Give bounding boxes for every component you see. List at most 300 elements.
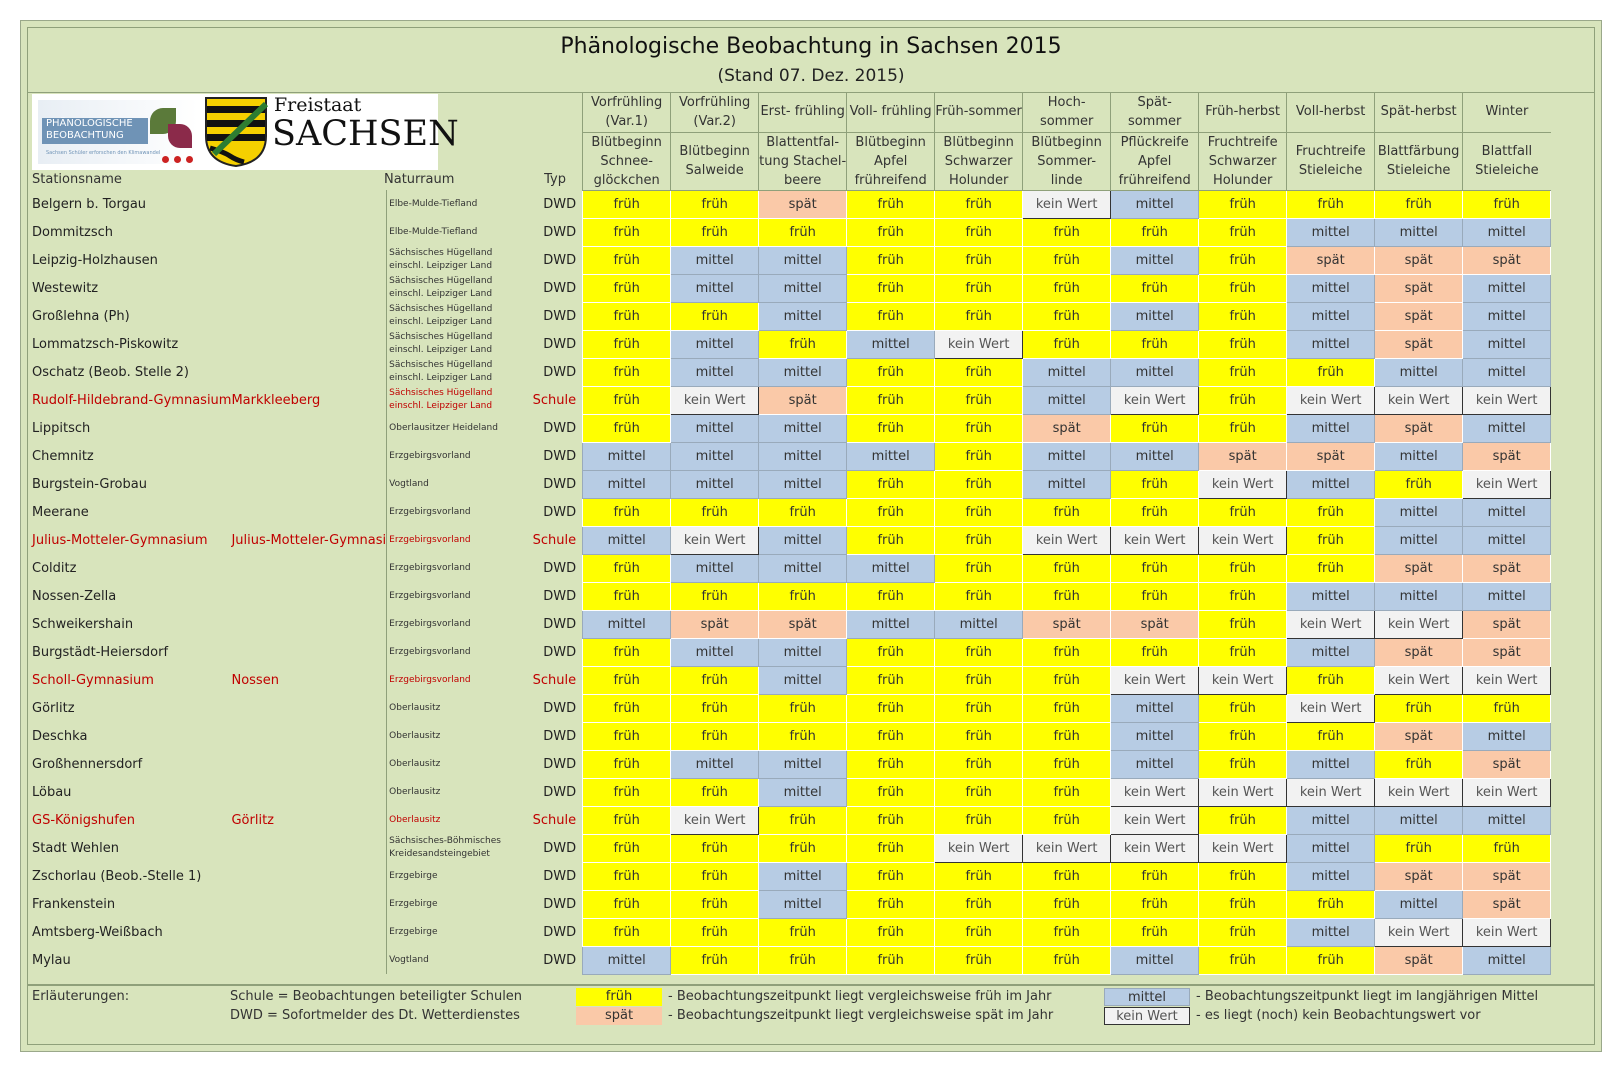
naturraum: Sächsisches Hügelland einschl. Leipziger Land xyxy=(387,302,519,330)
observation-cell: früh xyxy=(935,806,1023,834)
observation-cell: früh xyxy=(1023,498,1111,526)
naturraum: Elbe-Mulde-Tiefland xyxy=(387,190,519,218)
observation-cell: mittel xyxy=(847,442,935,470)
school-location xyxy=(231,694,386,722)
table-row xyxy=(28,274,1551,302)
school-location xyxy=(231,190,386,218)
observation-cell: früh xyxy=(583,890,671,918)
observation-cell: früh xyxy=(935,722,1023,750)
observation-cell: früh xyxy=(1023,638,1111,666)
observation-cell: früh xyxy=(1199,694,1287,722)
observation-cell: kein Wert xyxy=(1375,386,1463,414)
observation-cell: mittel xyxy=(1375,582,1463,610)
observation-cell: früh xyxy=(671,722,759,750)
observation-cell: spät xyxy=(1375,722,1463,750)
legend-schule: Schule = Beobachtungen beteiligter Schulen xyxy=(230,989,523,1004)
station-type: DWD xyxy=(543,728,577,744)
observation-cell: früh xyxy=(1199,330,1287,358)
observation-cell: spät xyxy=(1287,442,1375,470)
observation-cell: mittel xyxy=(1111,946,1199,974)
observation-cell: mittel xyxy=(759,414,847,442)
observation-cell: früh xyxy=(935,274,1023,302)
observation-cell: spät xyxy=(1111,610,1199,638)
observation-cell: früh xyxy=(583,638,671,666)
observation-cell: früh xyxy=(1287,358,1375,386)
observation-cell: früh xyxy=(935,218,1023,246)
observation-cell: früh xyxy=(671,694,759,722)
observation-cell: mittel xyxy=(1463,498,1551,526)
station-type: DWD xyxy=(543,700,577,716)
observation-cell: spät xyxy=(1287,246,1375,274)
observation-cell: mittel xyxy=(1463,218,1551,246)
observation-cell: früh xyxy=(935,946,1023,974)
observation-cell: früh xyxy=(1111,918,1199,946)
observation-cell: früh xyxy=(583,414,671,442)
page-frame xyxy=(20,20,1602,1052)
phase-header: Blütbeginn Apfel frühreifend xyxy=(847,132,935,190)
col-header-naturraum: Naturraum xyxy=(384,172,455,187)
observation-cell: früh xyxy=(935,918,1023,946)
observation-cell: früh xyxy=(935,246,1023,274)
table-row xyxy=(28,918,1551,946)
observation-cell: mittel xyxy=(1111,246,1199,274)
observation-cell: früh xyxy=(935,778,1023,806)
station-name: Görlitz xyxy=(32,700,75,716)
observation-cell: mittel xyxy=(1111,302,1199,330)
observation-cell: mittel xyxy=(759,890,847,918)
phase-header: Blütbeginn Sommer-linde xyxy=(1023,132,1111,190)
observation-cell: früh xyxy=(1199,582,1287,610)
logo-text-line2: BEOBACHTUNG xyxy=(46,130,124,141)
observation-cell: früh xyxy=(1023,722,1111,750)
observation-cell: früh xyxy=(583,834,671,862)
season-header: Früh-sommer xyxy=(935,92,1023,132)
observation-cell: kein Wert xyxy=(1287,610,1375,638)
observation-cell: mittel xyxy=(759,470,847,498)
saxony-coat-of-arms-icon xyxy=(204,96,268,168)
observation-cell: spät xyxy=(1463,246,1551,274)
observation-cell: mittel xyxy=(1111,722,1199,750)
observation-cell: früh xyxy=(935,554,1023,582)
legend-swatch-spaet: spät xyxy=(576,1007,662,1025)
observation-cell: spät xyxy=(1463,610,1551,638)
station-type: Schule xyxy=(532,672,577,688)
station-name: Chemnitz xyxy=(32,448,94,464)
legend-kw-desc: - es liegt (noch) kein Beobachtungswert vor xyxy=(1196,1008,1481,1023)
observation-cell: mittel xyxy=(1287,918,1375,946)
observation-cell: früh xyxy=(1111,498,1199,526)
observation-cell: mittel xyxy=(1463,330,1551,358)
observation-cell: kein Wert xyxy=(935,330,1023,358)
school-location xyxy=(231,274,386,302)
observation-cell: mittel xyxy=(759,554,847,582)
header-left xyxy=(28,92,583,190)
observation-cell: früh xyxy=(847,498,935,526)
observation-cell: mittel xyxy=(1463,414,1551,442)
observation-cell: früh xyxy=(847,582,935,610)
observation-cell: mittel xyxy=(671,442,759,470)
observation-cell: früh xyxy=(1199,946,1287,974)
observation-cell: mittel xyxy=(1375,442,1463,470)
station-type: DWD xyxy=(543,588,577,604)
observation-cell: mittel xyxy=(1111,358,1199,386)
station-type: DWD xyxy=(543,280,577,296)
station-name: Oschatz (Beob. Stelle 2) xyxy=(32,364,189,380)
naturraum: Oberlausitz xyxy=(387,722,519,750)
observation-cell: früh xyxy=(1023,302,1111,330)
observation-cell: kein Wert xyxy=(1023,190,1111,218)
station-type: DWD xyxy=(543,924,577,940)
observation-cell: mittel xyxy=(1375,498,1463,526)
station-type: DWD xyxy=(543,308,577,324)
observation-cell: mittel xyxy=(1287,218,1375,246)
observation-cell: früh xyxy=(759,834,847,862)
col-header-typ: Typ xyxy=(544,172,566,187)
observation-cell: mittel xyxy=(847,610,935,638)
season-header: Voll-herbst xyxy=(1287,92,1375,132)
table-row xyxy=(28,218,1551,246)
table-row xyxy=(28,778,1551,806)
berries-icon xyxy=(162,148,193,167)
naturraum: Sächsisches Hügelland einschl. Leipziger Land xyxy=(387,246,519,274)
legend-dwd: DWD = Sofortmelder des Dt. Wetterdienstes xyxy=(230,1008,520,1023)
naturraum: Oberlausitz xyxy=(387,694,519,722)
table-row xyxy=(28,358,1551,386)
station-name: Lippitsch xyxy=(32,420,91,436)
station-type: DWD xyxy=(543,476,577,492)
observation-cell: kein Wert xyxy=(1111,666,1199,694)
observation-cell: spät xyxy=(1463,638,1551,666)
station-name: GS-Königshufen xyxy=(32,812,136,828)
phase-header: Blattfall Stieleiche xyxy=(1463,132,1551,190)
observation-cell: kein Wert xyxy=(1375,778,1463,806)
table-row xyxy=(28,834,1551,862)
observation-cell: früh xyxy=(759,582,847,610)
observation-cell: mittel xyxy=(671,414,759,442)
observation-cell: früh xyxy=(935,526,1023,554)
phase-header: Blütbeginn Schnee-glöckchen xyxy=(583,132,671,190)
observation-cell: kein Wert xyxy=(1199,526,1287,554)
station-type: DWD xyxy=(543,868,577,884)
observation-cell: früh xyxy=(847,526,935,554)
school-location xyxy=(231,414,386,442)
observation-cell: früh xyxy=(583,274,671,302)
observation-cell: früh xyxy=(1287,190,1375,218)
observation-cell: kein Wert xyxy=(671,386,759,414)
observation-cell: früh xyxy=(583,218,671,246)
observation-cell: früh xyxy=(1199,218,1287,246)
observation-cell: früh xyxy=(583,554,671,582)
observation-cell: früh xyxy=(1463,834,1551,862)
naturraum: Erzgebirge xyxy=(387,918,519,946)
observation-cell: früh xyxy=(847,218,935,246)
observation-cell: früh xyxy=(847,358,935,386)
observation-cell: früh xyxy=(1023,946,1111,974)
naturraum: Erzgebirgsvorland xyxy=(387,666,519,694)
table-row xyxy=(28,386,1551,414)
naturraum: Oberlausitz xyxy=(387,750,519,778)
table-row xyxy=(28,526,1551,554)
naturraum: Oberlausitz xyxy=(387,806,519,834)
observation-cell: früh xyxy=(1023,246,1111,274)
observation-cell: früh xyxy=(583,666,671,694)
observation-cell: früh xyxy=(1023,862,1111,890)
observation-cell: kein Wert xyxy=(1023,526,1111,554)
observation-cell: früh xyxy=(1111,414,1199,442)
school-location xyxy=(231,750,386,778)
school-location xyxy=(231,302,386,330)
table-row xyxy=(28,750,1551,778)
season-header: Winter xyxy=(1463,92,1551,132)
naturraum: Erzgebirgsvorland xyxy=(387,498,519,526)
observation-cell: früh xyxy=(1463,694,1551,722)
observation-cell: früh xyxy=(847,246,935,274)
observation-cell: kein Wert xyxy=(935,834,1023,862)
station-type: DWD xyxy=(543,952,577,968)
naturraum: Sächsisches Hügelland einschl. Leipziger Land xyxy=(387,386,519,414)
observation-cell: früh xyxy=(1199,806,1287,834)
observation-cell: früh xyxy=(583,918,671,946)
observation-cell: kein Wert xyxy=(1023,834,1111,862)
observation-cell: früh xyxy=(759,330,847,358)
station-type: DWD xyxy=(543,196,577,212)
observation-cell: früh xyxy=(671,890,759,918)
observation-cell: früh xyxy=(583,750,671,778)
naturraum: Erzgebirgsvorland xyxy=(387,610,519,638)
observation-cell: mittel xyxy=(1287,638,1375,666)
observation-cell: spät xyxy=(1375,302,1463,330)
observation-cell: spät xyxy=(1375,638,1463,666)
phase-header: Blütbeginn Schwarzer Holunder xyxy=(935,132,1023,190)
legend-swatch-kw: kein Wert xyxy=(1104,1007,1190,1025)
observation-cell: früh xyxy=(935,638,1023,666)
table-row xyxy=(28,246,1551,274)
observation-cell: mittel xyxy=(1287,414,1375,442)
observation-cell: früh xyxy=(847,946,935,974)
observation-cell: kein Wert xyxy=(1111,526,1199,554)
observation-cell: mittel xyxy=(759,246,847,274)
observation-cell: spät xyxy=(1463,862,1551,890)
observation-cell: mittel xyxy=(1287,806,1375,834)
observation-cell: mittel xyxy=(1463,806,1551,834)
observation-cell: früh xyxy=(935,470,1023,498)
observation-cell: mittel xyxy=(671,750,759,778)
observation-cell: früh xyxy=(1375,750,1463,778)
school-location xyxy=(231,554,386,582)
observation-cell: früh xyxy=(847,274,935,302)
observation-cell: früh xyxy=(847,750,935,778)
observation-cell: früh xyxy=(1111,890,1199,918)
observation-cell: mittel xyxy=(1375,358,1463,386)
observation-cell: mittel xyxy=(1463,722,1551,750)
observation-cell: kein Wert xyxy=(1287,778,1375,806)
observation-cell: früh xyxy=(759,946,847,974)
observation-cell: früh xyxy=(1199,610,1287,638)
observation-cell: früh xyxy=(1375,190,1463,218)
season-header: Vorfrühling (Var.1) xyxy=(583,92,671,132)
school-location xyxy=(231,358,386,386)
observation-cell: mittel xyxy=(583,526,671,554)
station-name: Großhennersdorf xyxy=(32,756,143,772)
observation-cell: spät xyxy=(671,610,759,638)
school-location xyxy=(231,218,386,246)
observation-cell: früh xyxy=(1199,498,1287,526)
observation-cell: früh xyxy=(671,302,759,330)
season-header: Spät- sommer xyxy=(1111,92,1199,132)
observation-cell: früh xyxy=(1199,246,1287,274)
observation-cell: kein Wert xyxy=(1463,918,1551,946)
observation-cell: kein Wert xyxy=(1287,694,1375,722)
observation-cell: früh xyxy=(847,666,935,694)
school-location xyxy=(231,470,386,498)
observation-cell: früh xyxy=(847,190,935,218)
observation-cell: spät xyxy=(1375,330,1463,358)
observation-cell: früh xyxy=(671,498,759,526)
station-name: Julius-Motteler-Gymnasium xyxy=(32,532,208,548)
observation-cell: früh xyxy=(583,302,671,330)
station-name: Colditz xyxy=(32,560,77,576)
logo-text-line1: PHÄNOLOGISCHE xyxy=(46,118,133,129)
table-row xyxy=(28,610,1551,638)
phase-header: Fruchtreife Schwarzer Holunder xyxy=(1199,132,1287,190)
season-header: Früh-herbst xyxy=(1199,92,1287,132)
season-header: Spät-herbst xyxy=(1375,92,1463,132)
school-location: Nossen xyxy=(231,672,279,688)
station-name: Belgern b. Torgau xyxy=(32,196,147,212)
season-header: Hoch-sommer xyxy=(1023,92,1111,132)
station-type: DWD xyxy=(543,504,577,520)
station-name: Westewitz xyxy=(32,280,99,296)
station-type: DWD xyxy=(543,756,577,772)
observation-cell: mittel xyxy=(583,610,671,638)
observation-cell: früh xyxy=(935,414,1023,442)
legend-swatch-mittel: mittel xyxy=(1104,988,1190,1006)
observation-cell: kein Wert xyxy=(671,526,759,554)
observation-cell: kein Wert xyxy=(1463,470,1551,498)
station-type: DWD xyxy=(543,364,577,380)
school-location xyxy=(231,582,386,610)
observation-cell: früh xyxy=(935,862,1023,890)
observation-cell: mittel xyxy=(759,666,847,694)
observation-cell: mittel xyxy=(847,330,935,358)
observation-cell: mittel xyxy=(1287,582,1375,610)
observation-cell: früh xyxy=(847,470,935,498)
legend-spaet-desc: - Beobachtungszeitpunkt liegt vergleichsweise spät im Jahr xyxy=(668,1008,1054,1023)
observation-cell: früh xyxy=(847,918,935,946)
page-subtitle: (Stand 07. Dez. 2015) xyxy=(717,66,905,86)
table-row xyxy=(28,666,1551,694)
observation-cell: kein Wert xyxy=(1375,610,1463,638)
naturraum: Sächsisches-Böhmisches Kreidesandsteingebiet xyxy=(387,834,519,862)
observation-cell: kein Wert xyxy=(671,806,759,834)
station-name: Burgstein-Grobau xyxy=(32,476,147,492)
observation-cell: früh xyxy=(935,386,1023,414)
school-location xyxy=(231,722,386,750)
observation-cell: früh xyxy=(583,694,671,722)
observation-cell: früh xyxy=(1287,946,1375,974)
station-type: Schule xyxy=(532,812,577,828)
station-type: Schule xyxy=(532,392,577,408)
observation-cell: früh xyxy=(935,498,1023,526)
table-row xyxy=(28,302,1551,330)
legend xyxy=(28,984,1594,1046)
school-location: Markkleeberg xyxy=(231,392,321,408)
phase-header: Blattentfal-tung Stachel-beere xyxy=(759,132,847,190)
observation-cell: kein Wert xyxy=(1375,918,1463,946)
station-type: DWD xyxy=(543,644,577,660)
observation-cell: früh xyxy=(1023,330,1111,358)
observation-cell: früh xyxy=(935,442,1023,470)
station-name: Lommatzsch-Piskowitz xyxy=(32,336,179,352)
station-name: Nossen-Zella xyxy=(32,588,117,604)
observation-cell: spät xyxy=(1375,862,1463,890)
observation-cell: mittel xyxy=(759,274,847,302)
observation-cell: spät xyxy=(1463,890,1551,918)
observation-cell: mittel xyxy=(1023,386,1111,414)
observation-cell: spät xyxy=(1375,414,1463,442)
observation-cell: mittel xyxy=(1287,470,1375,498)
page-title: Phänologische Beobachtung in Sachsen 2015 xyxy=(560,34,1062,59)
observation-cell: früh xyxy=(671,778,759,806)
naturraum: Sächsisches Hügelland einschl. Leipziger Land xyxy=(387,330,519,358)
observation-cell: früh xyxy=(1199,918,1287,946)
observation-cell: früh xyxy=(1199,302,1287,330)
school-location xyxy=(231,638,386,666)
season-header: Vorfrühling (Var.2) xyxy=(671,92,759,132)
observation-cell: früh xyxy=(1111,274,1199,302)
observation-cell: mittel xyxy=(759,750,847,778)
observation-cell: kein Wert xyxy=(1111,386,1199,414)
station-name: Großlehna (Ph) xyxy=(32,308,130,324)
observation-cell: früh xyxy=(935,190,1023,218)
season-header: Erst- frühling xyxy=(759,92,847,132)
observation-cell: mittel xyxy=(1287,302,1375,330)
observation-cell: früh xyxy=(671,946,759,974)
observation-cell: mittel xyxy=(1287,862,1375,890)
observation-cell: früh xyxy=(583,330,671,358)
table-row xyxy=(28,638,1551,666)
observation-cell: spät xyxy=(1463,442,1551,470)
observation-cell: spät xyxy=(1375,554,1463,582)
observation-cell: kein Wert xyxy=(1199,666,1287,694)
legend-swatch-frueh: früh xyxy=(576,988,662,1006)
observation-cell: mittel xyxy=(1111,442,1199,470)
observation-cell: kein Wert xyxy=(1111,834,1199,862)
observation-cell: mittel xyxy=(1463,302,1551,330)
station-type: DWD xyxy=(543,252,577,268)
naturraum: Oberlausitzer Heideland xyxy=(387,414,519,442)
observation-cell: mittel xyxy=(671,554,759,582)
observation-cell: mittel xyxy=(583,442,671,470)
school-location xyxy=(231,246,386,274)
station-name: Amtsberg-Weißbach xyxy=(32,924,163,940)
observation-cell: spät xyxy=(1463,554,1551,582)
observation-cell: mittel xyxy=(1375,218,1463,246)
observation-cell: früh xyxy=(1199,190,1287,218)
station-type: DWD xyxy=(543,336,577,352)
naturraum: Vogtland xyxy=(387,470,519,498)
observation-cell: früh xyxy=(847,862,935,890)
station-name: Dommitzsch xyxy=(32,224,113,240)
observation-cell: mittel xyxy=(671,246,759,274)
observation-cell: früh xyxy=(847,834,935,862)
table-row xyxy=(28,582,1551,610)
observation-cell: mittel xyxy=(759,862,847,890)
observation-cell: mittel xyxy=(759,638,847,666)
observation-cell: früh xyxy=(847,806,935,834)
observation-cell: früh xyxy=(759,694,847,722)
observation-cell: mittel xyxy=(671,274,759,302)
